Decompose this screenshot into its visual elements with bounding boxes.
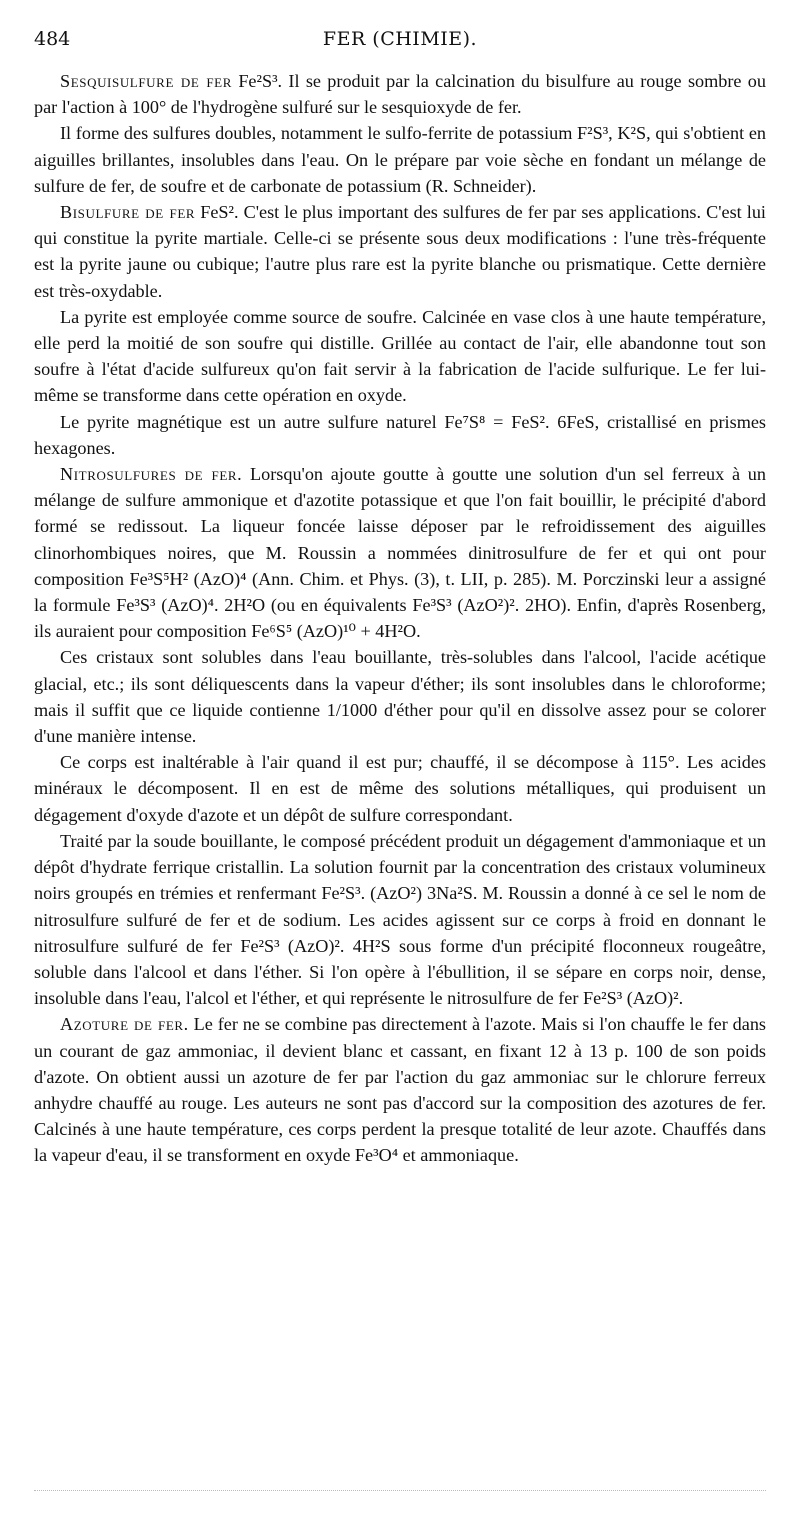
page-header [34, 28, 766, 68]
paragraph-corps-inalterable [34, 749, 766, 828]
paragraph-sesquisulfure [34, 68, 766, 120]
paragraph-bisulfure [34, 199, 766, 304]
paragraph-nitrosulfures [34, 461, 766, 644]
paragraph-text: Le fer ne se combine pas directement à l'azote. Mais si l'on chauffe le fer dans un courant de gaz ammoniac, il devient blanc et cassant, en fixant 12 à 13 p. 100 de son poids d'azote. On obtient aussi un azoture de fer par l'action du gaz ammoniac sur le chlorure ferreux anhydre chauffé au rouge. Les auteurs ne sont pas d'accord sur la composition des azotures de fer. Calcinés à une haute température, ces corps perdent la presque totalité de leur azote. Chauffés dans la vapeur d'eau, il se transforment en oxyde Fe³O⁴ et ammoniaque. [34, 1014, 766, 1166]
paragraph-cristaux [34, 644, 766, 749]
paragraph-text: Traité par la soude bouillante, le composé précédent produit un dégagement d'ammoniaque et un dépôt d'hydrate ferrique cristallin. La solution fournit par la concentration des cristaux volumineux noirs groupés en trémies et renfermant Fe²S³. (AzO²) 3Na²S. M. Roussin a donné à ce sel le nom de nitrosulfure sulfuré de fer et de sodium. Les acides agissent sur ce corps à froid en donnant le nitrosulfure sulfuré de fer Fe²S³ (AzO)². 4H²S sous forme d'un précipité floconneux rougeâtre, soluble dans l'alcool et dans l'éther. Si l'on opère à l'ébullition, il se sépare en corps noir, dense, insoluble dans l'eau, l'alcol et l'éther, et qui représente le nitrosulfure de fer Fe²S³ (AzO)². [34, 830, 766, 1009]
paragraph-text: Le pyrite magnétique est un autre sulfure naturel Fe⁷S⁸ = FeS². 6FeS, cristallisé en prismes hexagones. [34, 411, 766, 458]
running-title: FER (CHIMIE). [322, 28, 478, 50]
paragraph-azoture [34, 1011, 766, 1168]
paragraph-text: Lorsqu'on ajoute goutte à goutte une solution d'un sel ferreux à un mélange de sulfure ammonique et d'azotite potassique et que l'on fait bouillir, le précipité d'abord formé se redissout. La liqueur foncée laisse déposer par le refroidissement des aiguilles clinorhombiques noires, que M. Roussin a nommées dinitrosulfure de fer et qui ont pour composition Fe³S⁵H² (AzO)⁴ (Ann. Chim. et Phys. (3), t. LII, p. 285). M. Porczinski leur a assigné la formule Fe³S³ (AzO)⁴. 2H²O (ou en équivalents Fe³S³ (AzO²)². 2HO). Enfin, d'après Rosenberg, ils auraient pour composition Fe⁶S⁵ (AzO)¹⁰ + 4H²O. [34, 464, 766, 642]
paragraph-text: La pyrite est employée comme source de soufre. Calcinée en vase clos à une haute température, elle perd la moitié de son soufre qui distille. Grillée au contact de l'air, elle abandonne tout son soufre à l'état d'acide sulfureux qu'on fait servir à la fabrication de l'acide sulfurique. Le fer lui-même se transforme dans cette opération en oxyde. [34, 306, 766, 406]
page-footer-rule [34, 1490, 766, 1491]
section-lead: Nitrosulfures de fer. [60, 464, 243, 485]
page-number: 484 [34, 28, 71, 50]
paragraph-pyrite-source [34, 304, 766, 409]
section-lead: Azoture de fer. [60, 1014, 189, 1035]
paragraph-text: Ces cristaux sont solubles dans l'eau bouillante, très-solubles dans l'alcool, l'acide acétique glacial, etc.; ils sont déliquescents dans la vapeur d'éther; ils sont insolubles dans le chloroforme; mais il suffit que ce liquide contienne 1/1000 d'éther pour qu'il en dissolve assez pour se colorer d'une manière intense. [34, 647, 766, 747]
paragraph-text: FeS². C'est le plus important des sulfures de fer par ses applications. C'est lui qui constitue la pyrite martiale. Celle-ci se présente sous deux modifications : l'une très-fréquente est la pyrite jaune ou cubique; l'autre plus rare est la pyrite blanche ou prismatique. Cette dernière est très-oxydable. [34, 202, 766, 301]
section-lead: Sesquisulfure de fer [60, 71, 232, 91]
section-lead: Bisulfure de fer [60, 202, 196, 223]
paragraph-soude [34, 828, 766, 1011]
paragraph-pyrite-magnetique [34, 409, 766, 461]
paragraph-text: Fe²S³. Il se produit par la calcination du bisulfure au rouge sombre ou par l'action à 100° de l'hydrogène sulfuré sur le sesquioxyde de fer. [34, 71, 766, 118]
paragraph-text: Il forme des sulfures doubles, notamment le sulfo-ferrite de potassium F²S³, K²S, qui s'obtient en aiguilles brillantes, insolubles dans l'eau. On le prépare par voie sèche en fondant un mélange de sulfure de fer, de soufre et de carbonate de potassium (R. Schneider). [34, 123, 766, 196]
body-text [34, 68, 766, 1169]
paragraph-sulfures-doubles [34, 120, 766, 199]
paragraph-text: Ce corps est inaltérable à l'air quand il est pur; chauffé, il se décompose à 115°. Les acides minéraux le décomposent. Il en est de même des solutions métalliques, qui produisent un dégagement d'oxyde d'azote et un dépôt de sulfure correspondant. [34, 752, 766, 825]
